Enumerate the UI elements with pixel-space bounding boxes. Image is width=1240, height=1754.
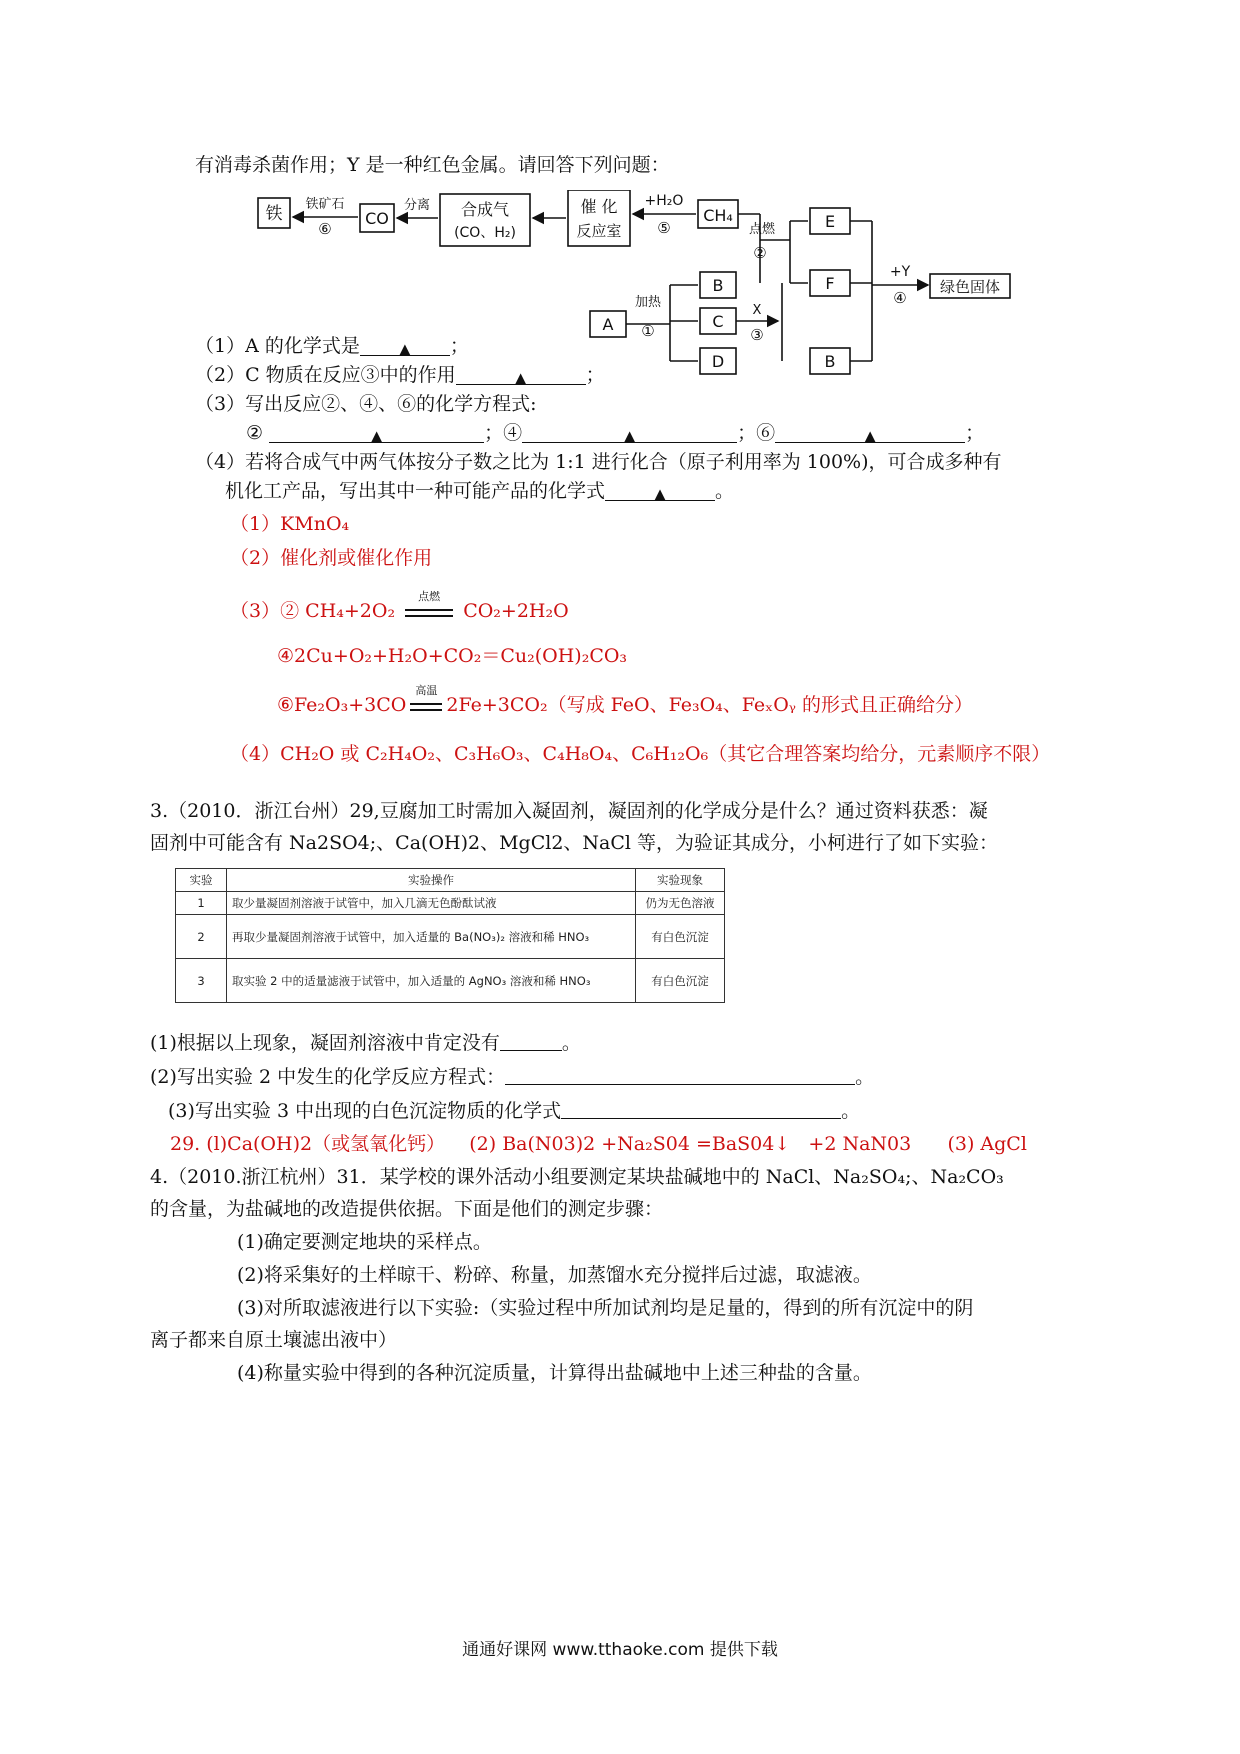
h2o-label: +H₂O — [644, 193, 684, 209]
d-label: D — [711, 352, 725, 371]
problem4-step1: (1)确定要测定地块的采样点。 — [237, 1231, 492, 1253]
step6-label: ⑥ — [318, 220, 332, 238]
answer-3-eq6: ⑥Fe₂O₃+3CO 高温 2Fe+3CO₂（写成 FeO、Fe₃O₄、FeₓOᵧ 的形式且正确给分） — [277, 684, 973, 716]
reactor-label-1: 催 化 — [580, 197, 618, 216]
step1-label: ① — [641, 322, 655, 340]
question-1: （1）A 的化学式是 ▲ ； — [195, 335, 469, 358]
problem3-line2: 固剂中可能含有 Na2SO4;、Ca(OH)2、MgCl2、NaCl 等，为验证其成分，小柯进行了如下实验： — [150, 832, 999, 854]
intro-text: 有消毒杀菌作用；Y 是一种红色金属。请回答下列问题： — [195, 154, 670, 176]
iron-label: 铁 — [265, 204, 283, 224]
step3-label: ③ — [750, 326, 764, 344]
b1-label: B — [712, 276, 724, 295]
syngas-label: 合成气 — [460, 200, 510, 219]
a-label: A — [602, 315, 614, 334]
step4-label: ④ — [893, 289, 907, 307]
answer-4: （4）CH₂O 或 C₂H₄O₂、C₃H₆O₃、C₄H₈O₄、C₆H₁₂O₆（其它合理答案均给分，元素顺序不限） — [230, 743, 1051, 765]
step2-label: ② — [753, 244, 767, 262]
problem3-q3: (3)写出实验 3 中出现的白色沉淀物质的化学式 。 — [168, 1100, 861, 1122]
problem3-q1: (1)根据以上现象，凝固剂溶液中肯定没有 。 — [150, 1032, 581, 1054]
question-2: （2）C 物质在反应③中的作用 ▲ ； — [195, 364, 605, 387]
green-solid-label: 绿色固体 — [939, 278, 1001, 296]
problem4-step3a: (3)对所取滤液进行以下实验:（实验过程中所加试剂均是足量的，得到的所有沉淀中的阴 — [237, 1297, 974, 1319]
problem4-line2: 的含量，为盐碱地的改造提供依据。下面是他们的测定步骤： — [150, 1198, 664, 1220]
table-row: 3 取实验 2 中的适量滤液于试管中，加入适量的 AgNO₃ 溶液和稀 HNO₃ 有白色沉淀 — [176, 959, 725, 1003]
answer-3-eq4: ④2Cu+O₂+H₂O+CO₂＝Cu₂(OH)₂CO₃ — [277, 645, 628, 667]
ignite-label: 点燃 — [748, 222, 776, 237]
ch4-label: CH₄ — [703, 206, 733, 225]
c-label: C — [712, 312, 724, 331]
problem4-step2: (2)将采集好的土样晾干、粉碎、称量，加蒸馏水充分搅拌后过滤，取滤液。 — [237, 1264, 872, 1286]
problem3-line1: 3.（2010．浙江台州）29,豆腐加工时需加入凝固剂，凝固剂的化学成分是什么？通过资料获悉：凝 — [150, 800, 988, 822]
answer-1: （1）KMnO₄ — [230, 513, 350, 535]
answer-3-eq2: （3）② CH₄+2O₂ 点燃 CO₂+2H₂O — [230, 590, 569, 622]
y-label: +Y — [889, 264, 911, 280]
heat-label: 加热 — [634, 295, 662, 310]
problem4-line1: 4.（2010.浙江杭州）31．某学校的课外活动小组要测定某块盐碱地中的 NaCl、Na₂SO₄;、Na₂CO₃ — [150, 1166, 1004, 1188]
experiment-table — [175, 868, 725, 1003]
b2-label: B — [824, 352, 836, 371]
answer-2: （2）催化剂或催化作用 — [230, 547, 433, 569]
separate-label: 分离 — [403, 198, 431, 213]
problem3-q2: (2)写出实验 2 中发生的化学反应方程式： 。 — [150, 1066, 875, 1088]
syngas-formula: (CO、H₂) — [454, 225, 516, 241]
footer-source: 通通好课网 www.tthaoke.com 提供下载 — [462, 1640, 778, 1660]
question-4-line1: （4）若将合成气中两气体按分子数之比为 1:1 进行化合（原子利用率为 100%)，可合成多种有 — [195, 451, 1002, 473]
co-label: CO — [365, 209, 389, 228]
table-header: 实验操作 — [227, 869, 636, 892]
problem4-step3b: 离子都来自原土壤滤出液中） — [150, 1329, 398, 1351]
reactor-label-2: 反应室 — [576, 222, 622, 240]
e-label: E — [824, 212, 836, 231]
question-3-blanks: ② ▲ ；④ ▲ ；⑥ ▲ ； — [246, 422, 985, 445]
table-row: 2 再取少量凝固剂溶液于试管中，加入适量的 Ba(NO₃)₂ 溶液和稀 HNO₃ 有白色沉淀 — [176, 915, 725, 959]
step5-label: ⑤ — [657, 219, 671, 237]
table-row: 1 取少量凝固剂溶液于试管中，加入几滴无色酚酞试液 仍为无色溶液 — [176, 892, 725, 915]
f-label: F — [825, 274, 835, 293]
table-header: 实验 — [176, 869, 227, 892]
x-label: X — [752, 303, 762, 318]
table-header: 实验现象 — [636, 869, 725, 892]
ore-label: 铁矿石 — [305, 197, 345, 212]
problem3-answer: 29. (l)Ca(OH)2（或氢氧化钙） (2) Ba(N03)2 +Na₂S04 =BaS04↓ +2 NaN03 (3) AgCl — [170, 1133, 1027, 1155]
question-4-line2: 机化工产品，写出其中一种可能产品的化学式 ▲ 。 — [225, 480, 735, 503]
question-3: （3）写出反应②、④、⑥的化学方程式: — [195, 393, 537, 415]
problem4-step4: (4)称量实验中得到的各种沉淀质量，计算得出盐碱地中上述三种盐的含量。 — [237, 1362, 872, 1384]
